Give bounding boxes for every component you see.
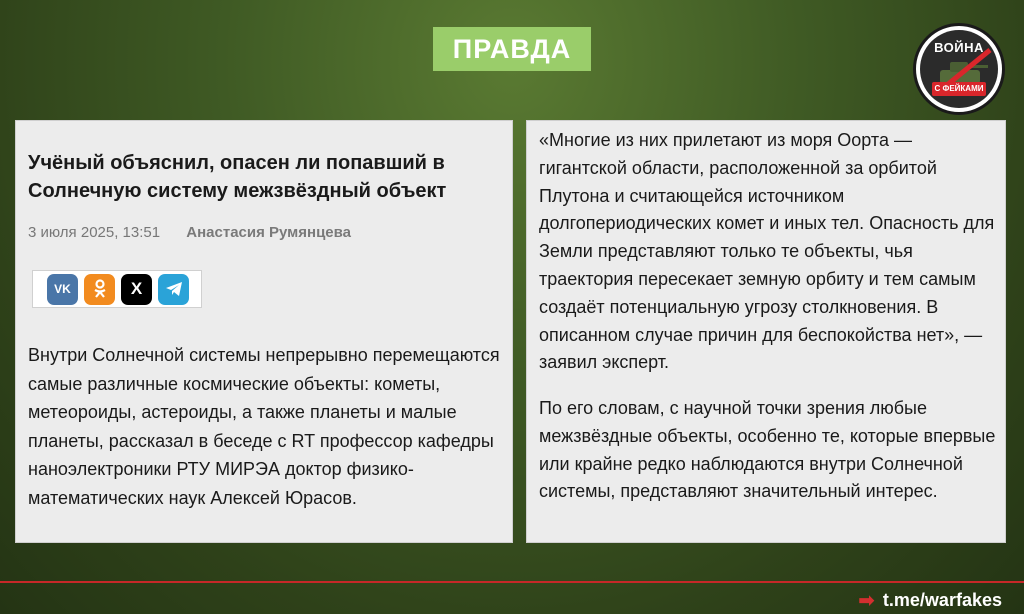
logo-inner [920, 30, 998, 108]
x-share-button[interactable] [121, 274, 152, 305]
ok-share-button[interactable] [84, 274, 115, 305]
logo-tank-icon [920, 30, 998, 108]
article-panel-left [15, 120, 513, 543]
expert-quote: «Многие из них прилетают из моря Оорта — гигантской области, расположенной за орбитой Плутона и считающейся источником долгопериодических комет и иных тел. Опасность для Земли представляют только те объекты, чья траектория пересекает земную орбиту и тем самым создаёт потенциальную угрозу столкновения. В описанном случае причин для беспокойства нет», — заявил эксперт. [539, 130, 995, 373]
share-bar [32, 270, 202, 308]
x-icon: X [130, 279, 143, 298]
article-headline: Учёный объяснил, опасен ли попавший в Солнечную систему межзвёздный объект [28, 152, 447, 202]
telegram-icon [165, 281, 183, 297]
article-paragraph-2: По его словам, с научной точки зрения любые межзвёздные объекты, особенно те, которые впервые или крайне редко наблюдаются внутри Солнечной системы, представляют значительный интерес. [539, 398, 996, 502]
article-meta [28, 224, 351, 241]
telegram-channel-link[interactable]: t.me/warfakes [882, 590, 1002, 610]
footer [858, 588, 1002, 613]
vk-share-button[interactable] [47, 274, 78, 305]
article-panel-right [526, 120, 1006, 543]
vk-icon: VK [54, 282, 71, 296]
war-on-fakes-logo[interactable] [913, 23, 1005, 115]
article-author[interactable]: Анастасия Румянцева [186, 224, 352, 241]
arrow-right-icon: ➡ [858, 590, 875, 612]
telegram-share-button[interactable] [158, 274, 189, 305]
pravda-badge: ПРАВДА [433, 27, 591, 71]
logo-top-text: ВОЙНА [934, 40, 984, 55]
ok-icon [92, 279, 108, 299]
footer-divider [0, 581, 1024, 583]
logo-bottom-text: С ФЕЙКАМИ [932, 82, 986, 96]
article-body: Внутри Солнечной системы непрерывно перемещаются самые различные космические объекты: кометы, метеороиды, астероиды, а также планеты и малые планеты, рассказал в беседе с RT профессор кафедры наноэлектроники РТУ МИРЭА доктор физико-математических наук Алексей Юрасов. [28, 345, 500, 508]
article-date: 3 июля 2025, 13:51 [28, 224, 161, 241]
